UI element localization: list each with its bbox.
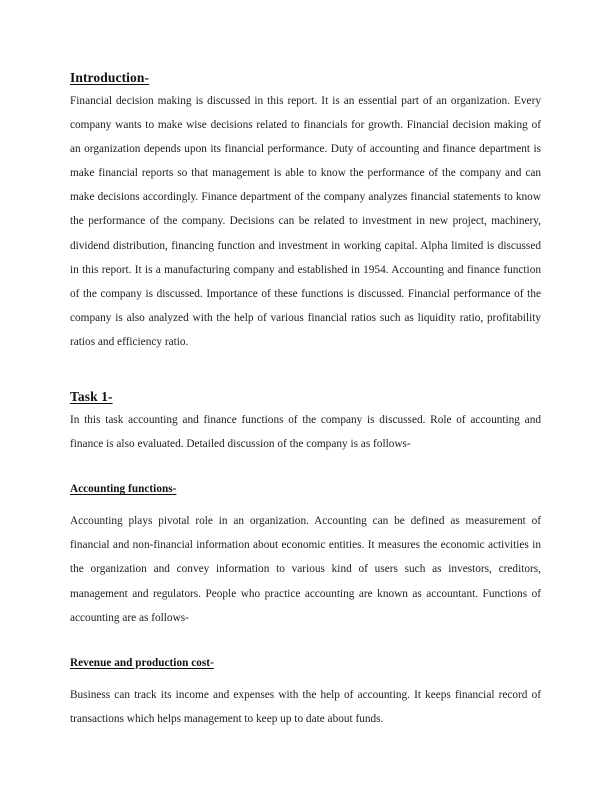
sub-heading-accounting-functions: Accounting functions- <box>70 483 177 496</box>
paragraph-accounting-functions: Accounting plays pivotal role in an organization. Accounting can be defined as measurement of financial and non-financial information about economic entities. It measures the economic activities in the organization and convey information to various kind of users such as investors, creditors, management and regulators. People who practice accounting are known as accountant. Functions of accounting are as follows- <box>70 515 541 624</box>
paragraph-task-1-intro: In this task accounting and finance functions of the company is discussed. Role of accounting and finance is also evaluated. Detailed discussion of the company is as follows- <box>70 414 541 451</box>
paragraph-spacer <box>70 630 541 652</box>
paragraph-spacer <box>70 456 541 478</box>
section-spacer <box>70 354 541 387</box>
section-heading-introduction: Introduction- <box>70 70 150 85</box>
heading-body-spacer <box>70 500 541 509</box>
paragraph-revenue-and-production-cost: Business can track its income and expenses with the help of accounting. It keeps financial record of transactions which helps management to keep up to date about funds. <box>70 688 541 725</box>
heading-body-spacer <box>70 674 541 683</box>
document-body <box>70 68 541 731</box>
sub-heading-revenue-and-production-cost: Revenue and production cost- <box>70 656 214 669</box>
paragraph-introduction: Financial decision making is discussed in this report. It is an essential part of an organization. Every company wants to make wise decisions related to financials for growth. Financial decision making of an organization depends upon its financial performance. Duty of accounting and finance department is make financial reports so that management is able to know the performance of the company and can make decisions accordingly. Finance department of the company analyzes financial statements to know the performance of the company. Decisions can be related to investment in new project, machinery, dividend distribution, financing function and investment in working capital. Alpha limited is discussed in this report. It is a manufacturing company and established in 1954. Accounting and finance function of the company is discussed. Importance of these functions is discussed. Financial performance of the company is also analyzed with the help of various financial ratios such as liquidity ratio, profitability ratios and efficiency ratio. <box>70 95 541 348</box>
section-heading-task-1: Task 1- <box>70 389 113 405</box>
